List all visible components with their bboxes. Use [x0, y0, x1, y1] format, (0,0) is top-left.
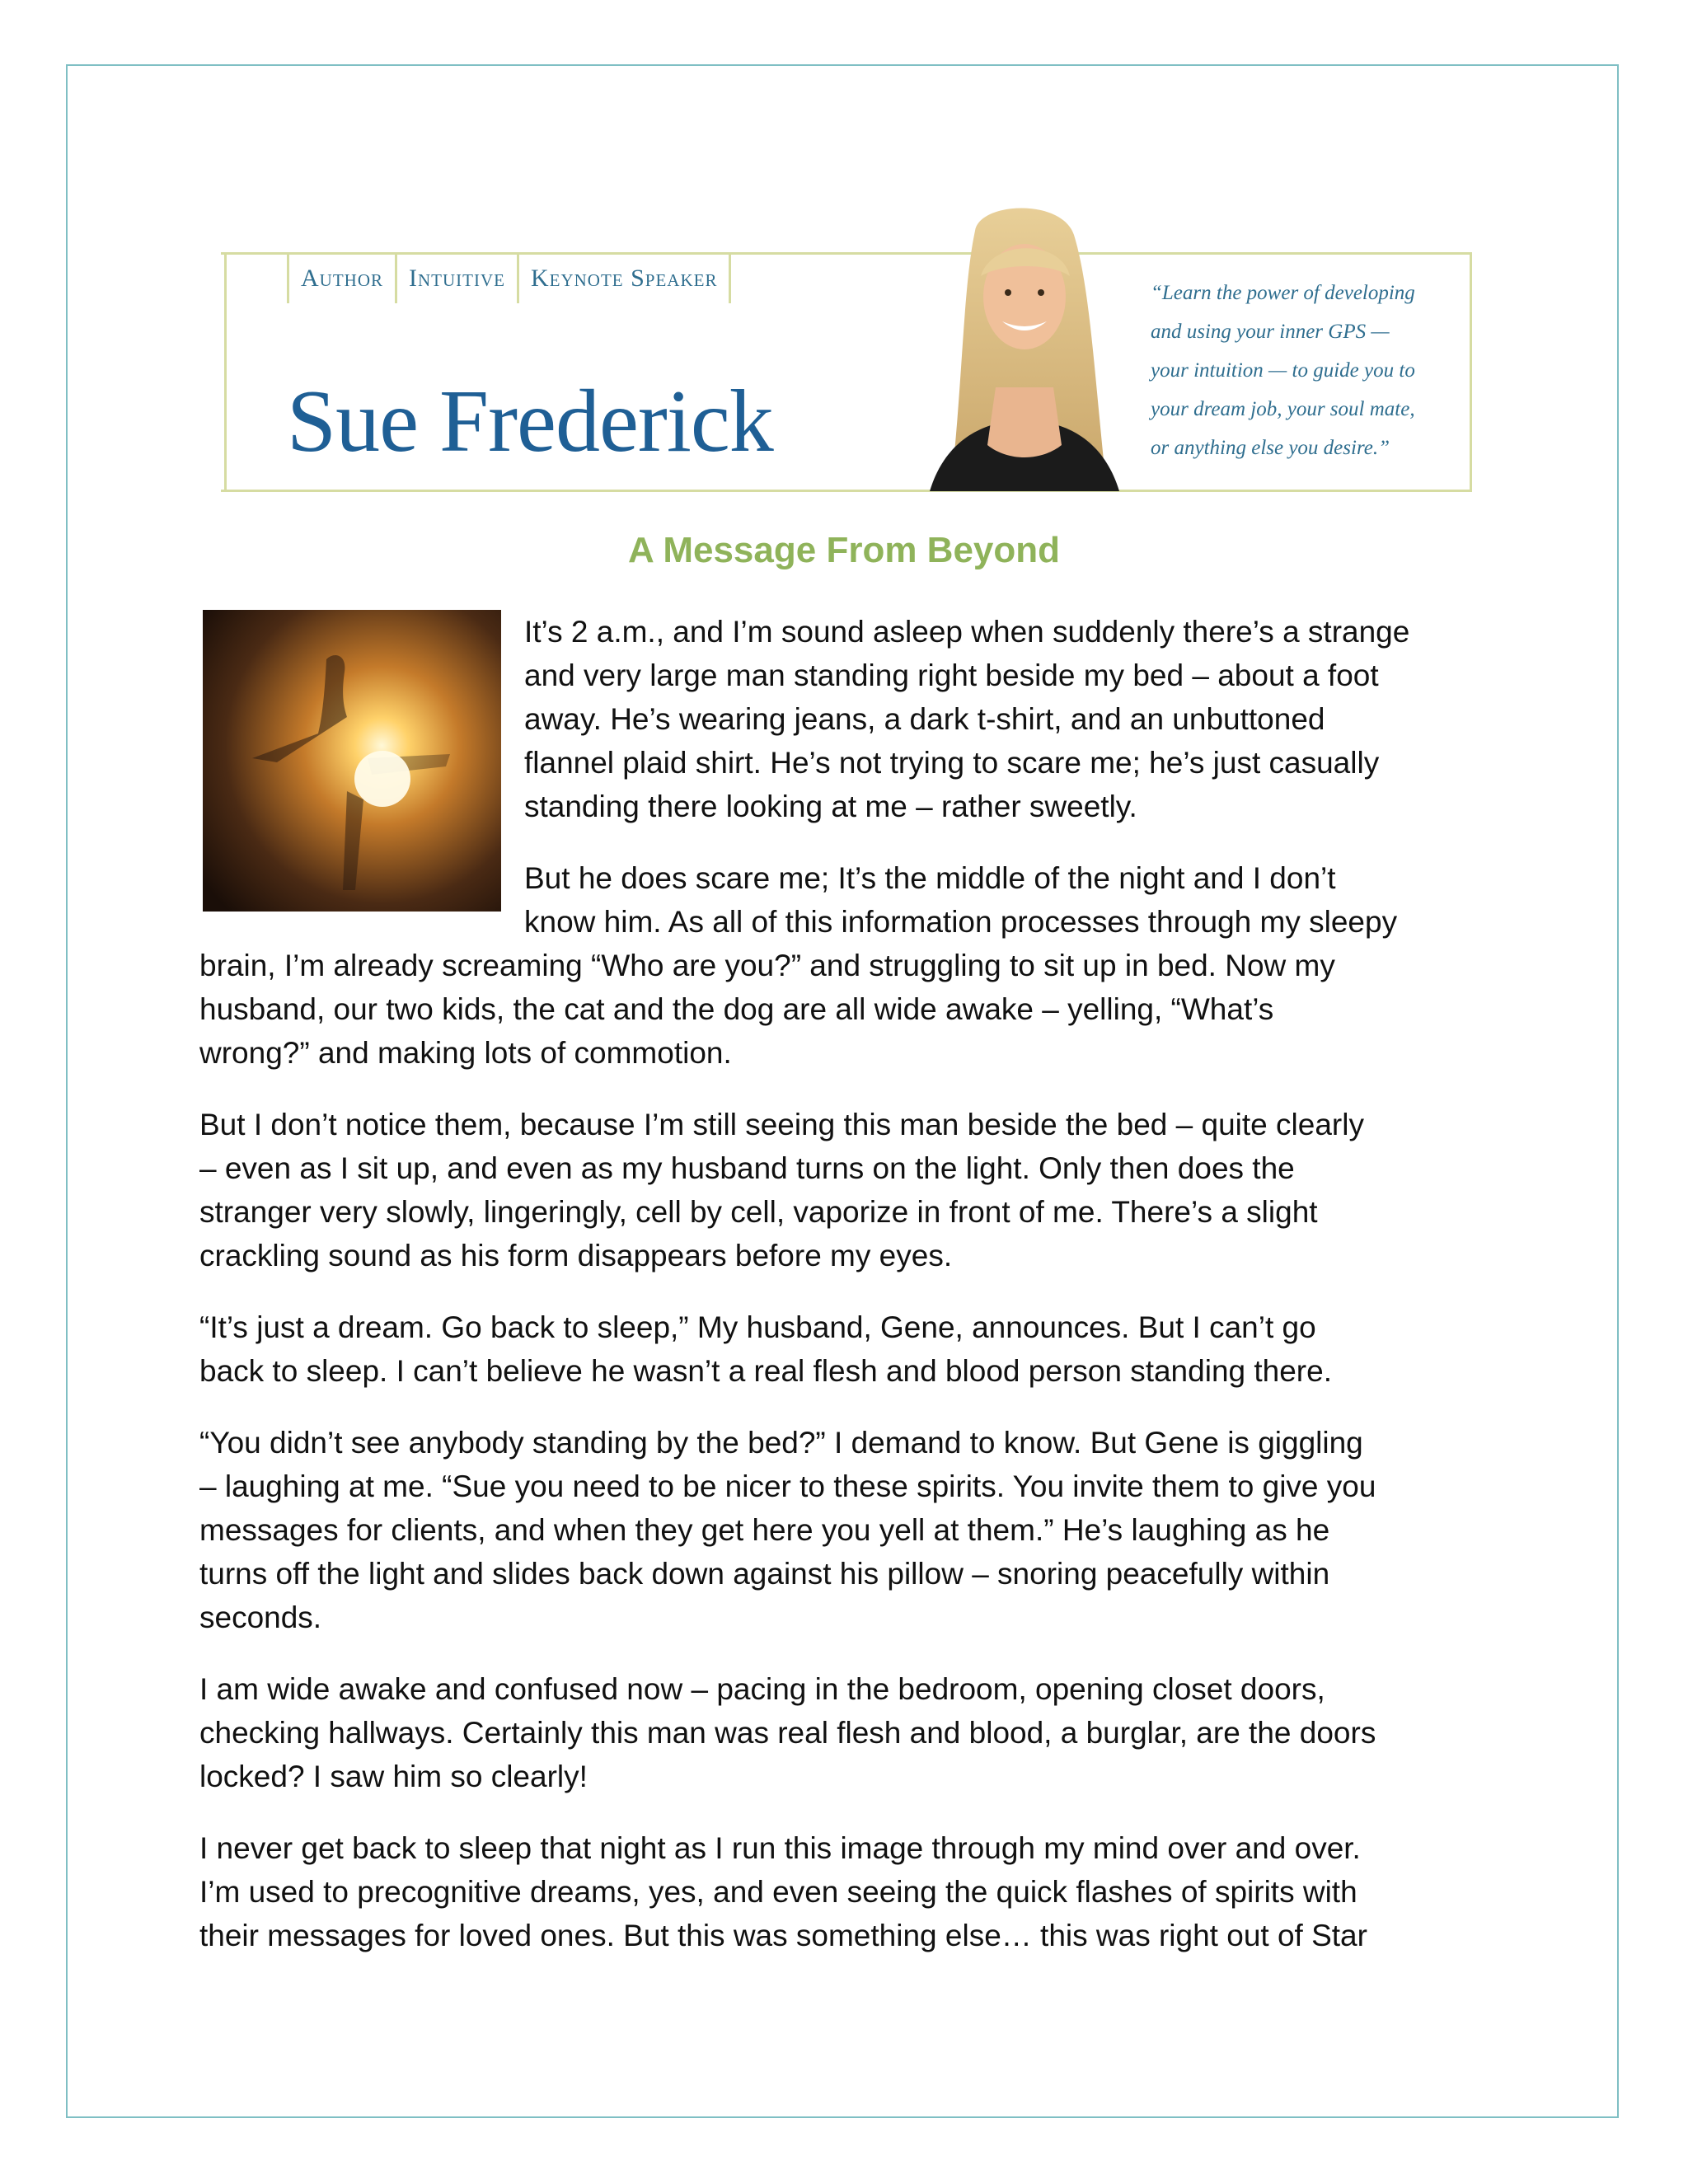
- text-line: – laughing at me. “Sue you need to be nicer to these spirits. You invite them to give you: [199, 1469, 1376, 1503]
- text-line: “You didn’t see anybody standing by the bed?” I demand to know. But Gene is giggling: [199, 1426, 1363, 1460]
- text-line: I am wide awake and confused now – pacing in the bedroom, opening closet doors,: [199, 1672, 1325, 1706]
- tagline-keynote-speaker: Keynote Speaker: [517, 254, 732, 303]
- text-line: and very large man standing right beside my bed – about a foot: [524, 658, 1379, 692]
- text-line: I never get back to sleep that night as I run this image through my mind over and over.: [199, 1831, 1361, 1865]
- paragraph: [199, 1103, 1502, 1277]
- portrait-photo: [897, 198, 1152, 491]
- paragraph: [199, 1667, 1502, 1798]
- text-line: But he does scare me; It’s the middle of the night and I don’t: [524, 861, 1336, 895]
- text-line: It’s 2 a.m., and I’m sound asleep when suddenly there’s a strange: [524, 615, 1410, 649]
- text-line: standing there looking at me – rather sweetly.: [524, 790, 1137, 823]
- text-line: crackling sound as his form disappears before my eyes.: [199, 1239, 953, 1272]
- banner-frame: [1470, 252, 1472, 492]
- paragraph: [199, 610, 1502, 828]
- text-line: I’m used to precognitive dreams, yes, and even seeing the quick flashes of spirits with: [199, 1875, 1357, 1909]
- text-line: flannel plaid shirt. He’s not trying to scare me; he’s just casually: [524, 746, 1380, 780]
- quote-line: and using your inner GPS —: [1151, 321, 1390, 343]
- quote-line: your dream job, your soul mate,: [1151, 398, 1415, 420]
- text-line: know him. As all of this information processes through my sleepy: [524, 905, 1398, 939]
- text-line: seconds.: [199, 1601, 322, 1634]
- text-line: – even as I sit up, and even as my husband turns on the light. Only then does the: [199, 1151, 1295, 1185]
- text-line: their messages for loved ones. But this was something else… this was right out of Star: [199, 1919, 1367, 1952]
- brand-name: Sue Frederick: [287, 373, 773, 471]
- quote-line: “Learn the power of developing: [1151, 282, 1415, 304]
- paragraph: [199, 856, 1502, 1075]
- text-line: back to sleep. I can’t believe he wasn’t a real flesh and blood person standing there.: [199, 1354, 1332, 1388]
- text-line: locked? I saw him so clearly!: [199, 1760, 588, 1793]
- article-title: A Message From Beyond: [627, 530, 1061, 570]
- text-line: messages for clients, and when they get here you yell at them.” He’s laughing as he: [199, 1513, 1330, 1547]
- text-line: turns off the light and slides back down against his pillow – snoring peacefully within: [199, 1557, 1330, 1591]
- text-line: “It’s just a dream. Go back to sleep,” My husband, Gene, announces. But I can’t go: [199, 1310, 1316, 1344]
- article-body: [199, 610, 1502, 1985]
- banner-frame: [224, 252, 227, 492]
- header-banner: [221, 198, 1472, 494]
- paragraph: [199, 1421, 1502, 1639]
- text-line: stranger very slowly, lingeringly, cell by cell, vaporize in front of me. There’s a slight: [199, 1195, 1318, 1229]
- text-line: checking hallways. Certainly this man was real flesh and blood, a burglar, are the doors: [199, 1716, 1376, 1750]
- text-line: husband, our two kids, the cat and the dog are all wide awake – yelling, “What’s: [199, 992, 1274, 1026]
- tagline-row: [287, 254, 731, 303]
- paragraph: [199, 1305, 1502, 1393]
- tagline-author: Author: [287, 254, 395, 303]
- text-line: But I don’t notice them, because I’m still seeing this man beside the bed – quite clearly: [199, 1108, 1364, 1141]
- text-line: brain, I’m already screaming “Who are you?” and struggling to sit up in bed. Now my: [199, 949, 1335, 982]
- quote-line: your intuition — to guide you to: [1151, 359, 1415, 382]
- banner-quote: [1151, 274, 1456, 467]
- tagline-intuitive: Intuitive: [395, 254, 517, 303]
- text-line: away. He’s wearing jeans, a dark t-shirt, and an unbuttoned: [524, 702, 1325, 736]
- banner-frame: [221, 490, 1472, 492]
- quote-line: or anything else you desire.”: [1151, 437, 1390, 459]
- text-line: wrong?” and making lots of commotion.: [199, 1036, 732, 1070]
- paragraph: [199, 1826, 1502, 1957]
